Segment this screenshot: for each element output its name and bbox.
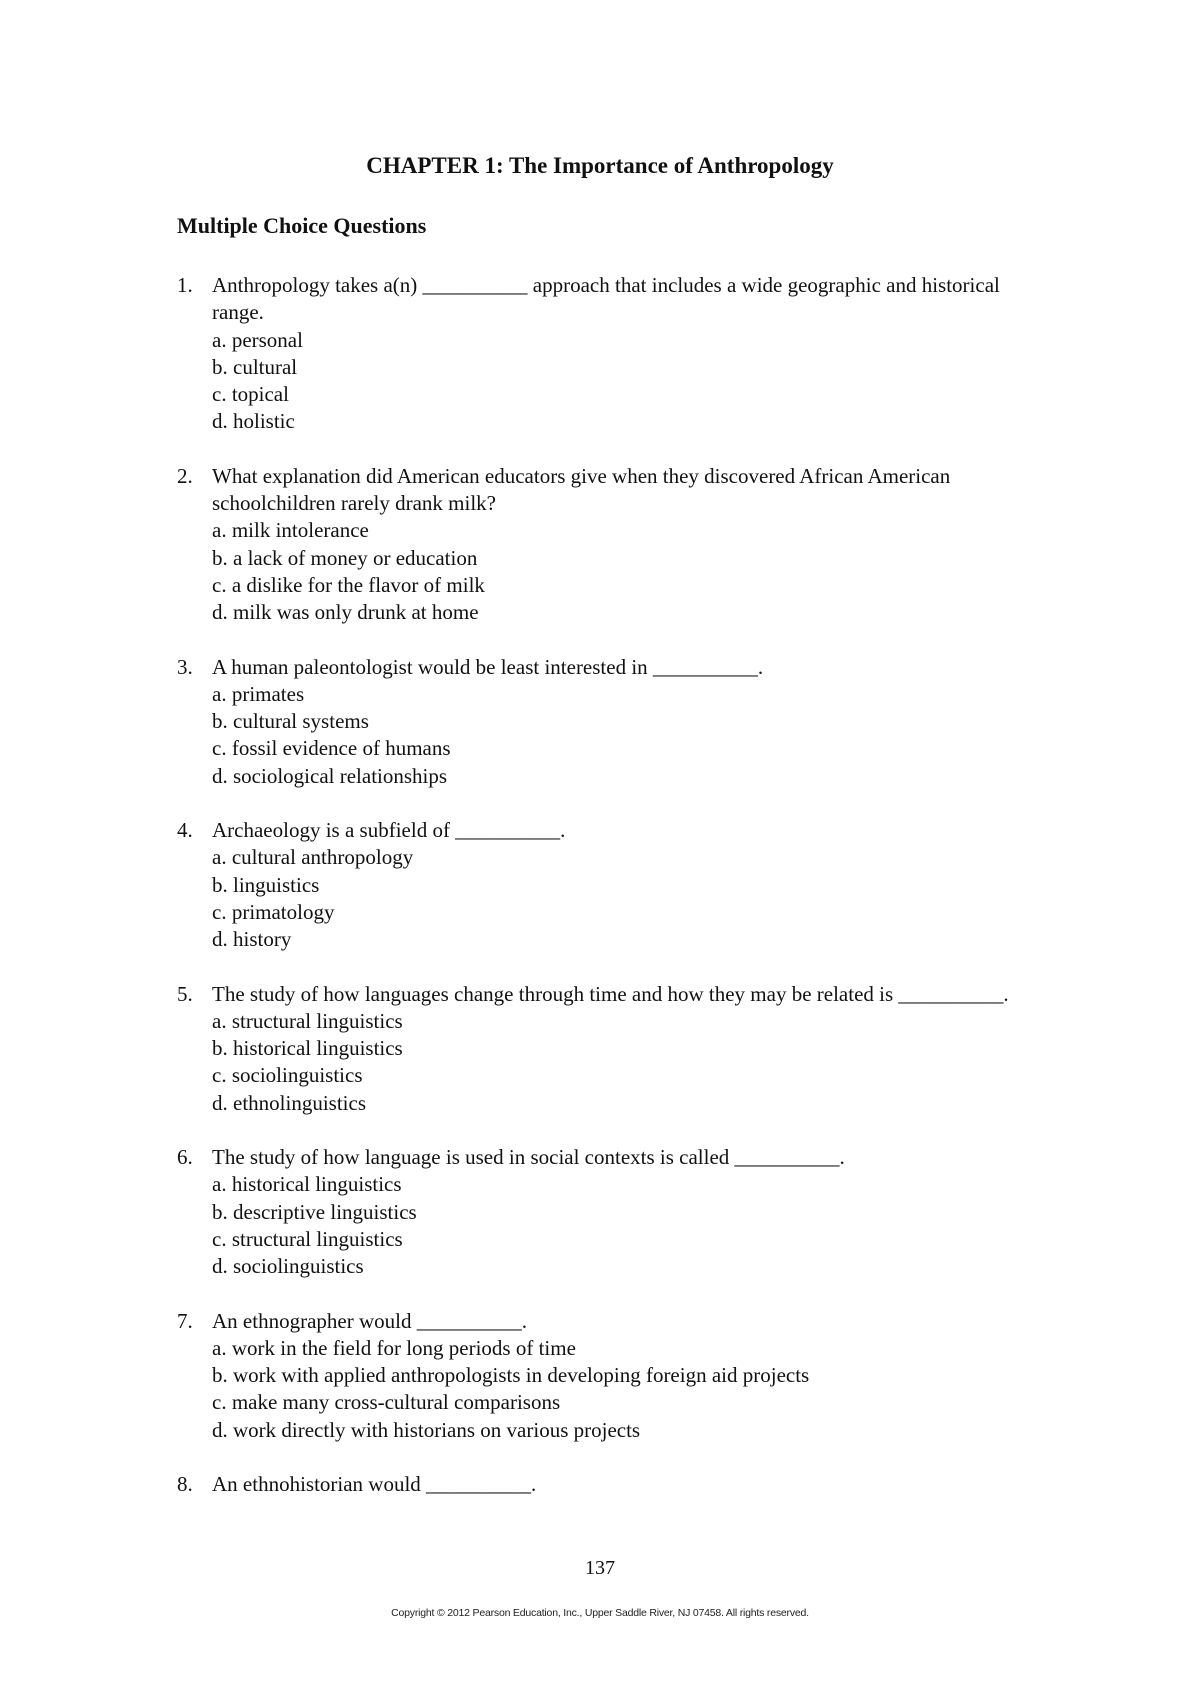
question-body bbox=[212, 1144, 1037, 1280]
answer-option: d. holistic bbox=[212, 409, 295, 434]
answer-option: b. cultural bbox=[212, 354, 298, 379]
answer-option: b. historical linguistics bbox=[212, 1036, 403, 1061]
question-item bbox=[177, 1471, 1037, 1498]
answer-options bbox=[212, 844, 1037, 953]
question-item bbox=[177, 1308, 1037, 1444]
question-text: A human paleontologist would be least interested in __________. bbox=[212, 654, 764, 679]
question-body bbox=[212, 817, 1037, 953]
answer-option: a. structural linguistics bbox=[212, 1008, 403, 1033]
answer-options bbox=[212, 1171, 1037, 1280]
answer-options bbox=[212, 1335, 1037, 1444]
answer-option: b. linguistics bbox=[212, 872, 320, 897]
question-number: 2. bbox=[177, 463, 193, 488]
question-text: Archaeology is a subfield of __________. bbox=[212, 818, 566, 843]
question-number: 5. bbox=[177, 981, 193, 1006]
answer-option: d. sociological relationships bbox=[212, 763, 448, 788]
question-body bbox=[212, 1308, 1037, 1444]
page-number: 137 bbox=[585, 1557, 615, 1579]
question-body bbox=[212, 1471, 1037, 1498]
answer-options bbox=[212, 327, 1037, 436]
answer-option: b. descriptive linguistics bbox=[212, 1199, 417, 1224]
answer-option: c. fossil evidence of humans bbox=[212, 736, 451, 761]
answer-option: a. work in the field for long periods of time bbox=[212, 1335, 576, 1360]
answer-options bbox=[212, 1008, 1037, 1117]
answer-options bbox=[212, 681, 1037, 790]
question-number: 4. bbox=[177, 818, 193, 843]
answer-option: d. history bbox=[212, 927, 292, 952]
answer-option: c. sociolinguistics bbox=[212, 1063, 363, 1088]
answer-option: d. sociolinguistics bbox=[212, 1254, 364, 1279]
question-item bbox=[177, 272, 1037, 436]
question-body bbox=[212, 981, 1037, 1117]
question-number: 6. bbox=[177, 1145, 193, 1170]
question-list bbox=[177, 272, 1037, 1525]
answer-option: c. make many cross-cultural comparisons bbox=[212, 1390, 561, 1415]
question-item bbox=[177, 1144, 1037, 1280]
answer-option: d. work directly with historians on various projects bbox=[212, 1417, 641, 1442]
question-text: The study of how language is used in social contexts is called __________. bbox=[212, 1145, 845, 1170]
question-text: An ethnohistorian would __________. bbox=[212, 1471, 537, 1496]
question-number: 1. bbox=[177, 273, 193, 297]
question-item bbox=[177, 463, 1037, 627]
answer-option: a. milk intolerance bbox=[212, 518, 369, 543]
answer-options bbox=[212, 517, 1037, 626]
answer-option: a. historical linguistics bbox=[212, 1172, 402, 1197]
question-number: 3. bbox=[177, 654, 193, 679]
answer-option: a. primates bbox=[212, 681, 305, 706]
chapter-title: CHAPTER 1: The Importance of Anthropology bbox=[366, 153, 834, 178]
question-item bbox=[177, 981, 1037, 1117]
question-item bbox=[177, 654, 1037, 790]
section-heading: Multiple Choice Questions bbox=[177, 213, 427, 238]
answer-option: c. topical bbox=[212, 382, 289, 407]
question-text: What explanation did American educators give when they discovered African American schoolchildren rarely drank milk? bbox=[212, 463, 951, 516]
question-text: The study of how languages change through time and how they may be related is __________. bbox=[212, 981, 1009, 1006]
question-body bbox=[212, 654, 1037, 790]
answer-option: a. personal bbox=[212, 327, 303, 352]
answer-option: b. a lack of money or education bbox=[212, 545, 478, 570]
question-body bbox=[212, 272, 1037, 436]
answer-option: a. cultural anthropology bbox=[212, 845, 414, 870]
question-text: An ethnographer would __________. bbox=[212, 1308, 527, 1333]
question-body bbox=[212, 463, 1037, 627]
answer-option: c. a dislike for the flavor of milk bbox=[212, 572, 485, 597]
answer-option: d. ethnolinguistics bbox=[212, 1090, 366, 1115]
question-number: 7. bbox=[177, 1308, 193, 1333]
answer-option: d. milk was only drunk at home bbox=[212, 600, 479, 625]
answer-option: b. work with applied anthropologists in developing foreign aid projects bbox=[212, 1363, 810, 1388]
answer-option: c. primatology bbox=[212, 899, 335, 924]
answer-option: c. structural linguistics bbox=[212, 1226, 403, 1251]
question-number: 8. bbox=[177, 1471, 193, 1496]
copyright-notice: Copyright © 2012 Pearson Education, Inc., Upper Saddle River, NJ 07458. All rights reserved. bbox=[391, 1607, 809, 1619]
question-item bbox=[177, 817, 1037, 953]
question-text: Anthropology takes a(n) __________ approach that includes a wide geographic and historical range. bbox=[212, 273, 1000, 325]
answer-option: b. cultural systems bbox=[212, 709, 369, 734]
